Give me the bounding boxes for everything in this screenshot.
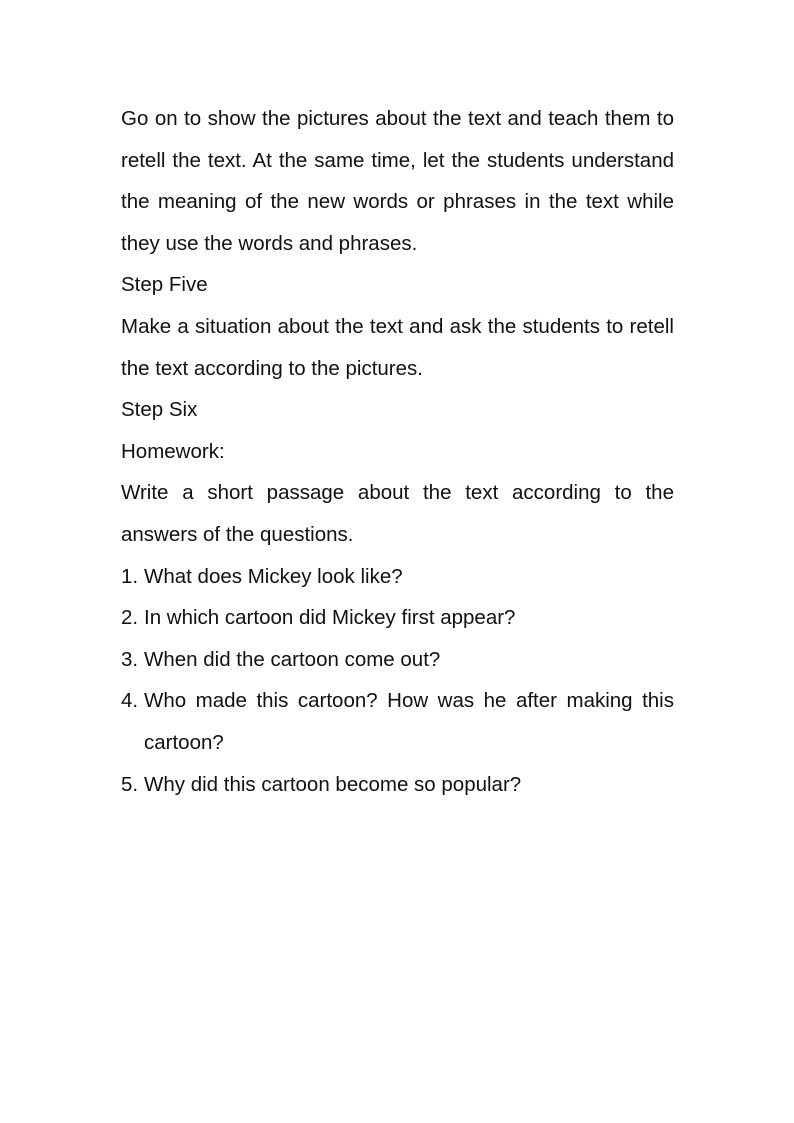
question-item [121, 764, 674, 806]
question-text: When did the cartoon come out? [144, 647, 441, 671]
question-number: 2. [121, 606, 139, 630]
question-list [121, 556, 674, 806]
question-text: Why did this cartoon become so popular? [144, 772, 522, 796]
homework-paragraph: Write a short passage about the text according to the answers of the questions. [121, 481, 674, 546]
step-five-heading: Step Five [121, 273, 208, 297]
step-five-paragraph: Make a situation about the text and ask the students to retell the text according to the pictures. [121, 314, 674, 380]
question-text: Who made this cartoon? How was he after making this cartoon? [144, 689, 674, 754]
question-item [121, 680, 674, 763]
intro-paragraph: Go on to show the pictures about the text and teach them to retell the text. At the same time, let the students understand the meaning of the new words or phrases in the text while they use the words and phrases. [121, 107, 674, 255]
homework-label: Homework: [121, 439, 225, 463]
question-text: What does Mickey look like? [144, 564, 403, 588]
question-item [121, 639, 674, 681]
document-body [121, 98, 674, 805]
question-item [121, 556, 674, 598]
step-six-heading: Step Six [121, 398, 198, 422]
question-number: 5. [121, 772, 139, 796]
question-item [121, 597, 674, 639]
question-number: 3. [121, 647, 139, 671]
question-number: 4. [121, 689, 139, 713]
question-number: 1. [121, 564, 139, 588]
question-text: In which cartoon did Mickey first appear? [144, 606, 516, 630]
